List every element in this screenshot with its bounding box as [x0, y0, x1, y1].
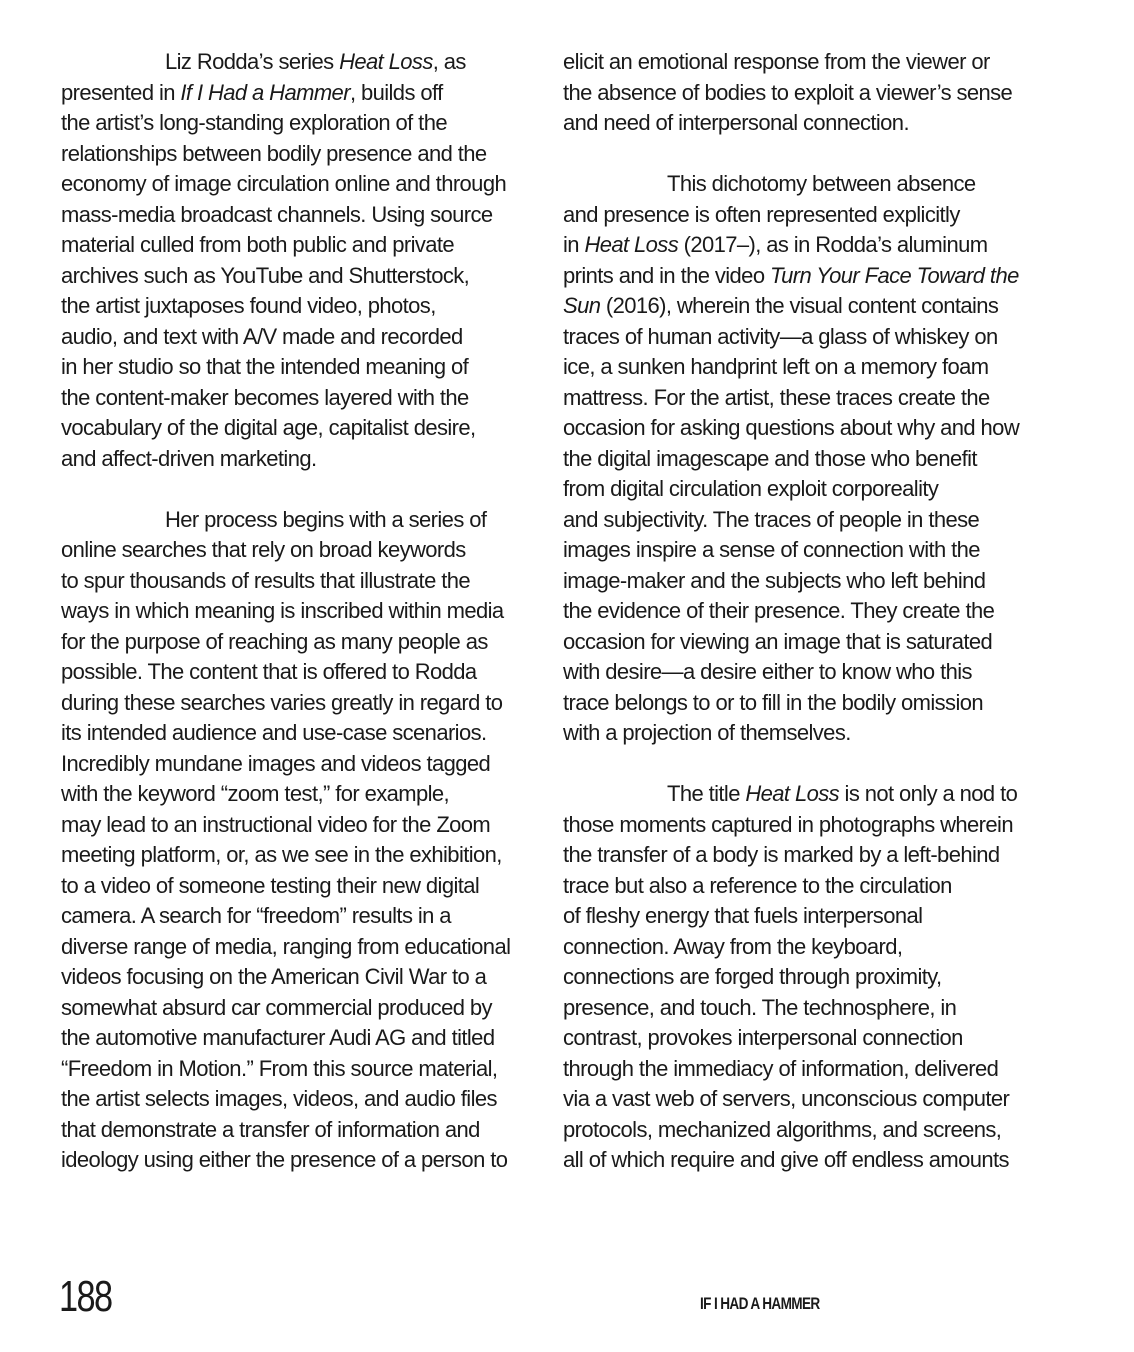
- text-run: mattress. For the artist, these traces create the: [563, 384, 990, 410]
- text-line: [61, 230, 510, 261]
- text-line: [563, 779, 1019, 810]
- text-run: mass-media broadcast channels. Using source: [61, 201, 493, 227]
- text-run: and subjectivity. The traces of people in these: [563, 506, 980, 532]
- text-line: [563, 901, 1019, 932]
- text-line: [61, 871, 510, 902]
- italic-title: If I Had a Hammer: [180, 79, 350, 105]
- text-line: [563, 627, 1019, 658]
- text-run: ideology using either the presence of a person to: [61, 1147, 508, 1172]
- text-run: the artist juxtaposes found video, photos,: [61, 293, 436, 318]
- text-line: [61, 78, 510, 109]
- text-run: connection. Away from the keyboard,: [563, 933, 903, 959]
- text-line: [563, 1145, 1019, 1176]
- text-run: audio, and text with A/V made and recorded: [61, 323, 463, 349]
- text-run: the digital imagescape and those who benefit: [563, 445, 977, 471]
- text-run: Liz Rodda’s series: [165, 49, 340, 74]
- text-line: [563, 78, 1019, 109]
- text-line: [563, 1023, 1019, 1054]
- text-line: [563, 383, 1019, 414]
- text-line: [563, 200, 1019, 231]
- text-line: [61, 1054, 510, 1085]
- text-run: all of which require and give off endless amounts: [563, 1147, 1009, 1172]
- text-run: ice, a sunken handprint left on a memory foam: [563, 354, 989, 379]
- text-line: [563, 1054, 1019, 1085]
- text-run: protocols, mechanized algorithms, and screens,: [563, 1116, 1002, 1142]
- text-run: with a projection of themselves.: [563, 720, 851, 745]
- text-run: its intended audience and use-case scenarios.: [61, 720, 487, 745]
- text-line: [563, 535, 1019, 566]
- text-line: [563, 810, 1019, 841]
- text-line: [61, 505, 510, 536]
- paragraph-break: [61, 474, 510, 505]
- text-line: [61, 535, 510, 566]
- paragraph-break: [563, 139, 1019, 170]
- text-line: [61, 596, 510, 627]
- text-line: [563, 322, 1019, 353]
- text-run: via a vast web of servers, unconscious computer: [563, 1086, 1010, 1111]
- text-run: the automotive manufacturer Audi AG and titled: [61, 1025, 495, 1050]
- text-line: [61, 1145, 510, 1176]
- text-line: [61, 291, 510, 322]
- text-line: [563, 596, 1019, 627]
- text-line: [563, 261, 1019, 292]
- text-run: and presence is often represented explicitly: [563, 201, 960, 227]
- text-run: possible. The content that is offered to Rodda: [61, 659, 477, 684]
- text-run: for the purpose of reaching as many people as: [61, 628, 488, 654]
- text-line: [563, 291, 1019, 322]
- text-run: the evidence of their presence. They create the: [563, 598, 995, 623]
- text-run: “Freedom in Motion.” From this source material,: [61, 1055, 498, 1081]
- text-line: [61, 1115, 510, 1146]
- text-line: [563, 993, 1019, 1024]
- text-line: [563, 474, 1019, 505]
- text-run: occasion for viewing an image that is saturated: [563, 628, 993, 654]
- text-line: [61, 718, 510, 749]
- text-line: [61, 139, 510, 170]
- text-line: [61, 200, 510, 231]
- text-run: prints and in the video: [563, 262, 770, 288]
- italic-title: Heat Loss: [584, 232, 679, 257]
- text-line: [563, 1084, 1019, 1115]
- text-line: [61, 322, 510, 353]
- text-line: [563, 108, 1019, 139]
- text-run: and affect-driven marketing.: [61, 445, 317, 471]
- text-run: contrast, provokes interpersonal connection: [563, 1025, 963, 1050]
- text-run: that demonstrate a transfer of information and: [61, 1116, 480, 1142]
- text-run: to spur thousands of results that illustrate the: [61, 567, 470, 593]
- text-line: [563, 169, 1019, 200]
- text-line: [61, 383, 510, 414]
- text-run: with desire—a desire either to know who this: [563, 659, 972, 684]
- left-column: [61, 47, 510, 1176]
- text-run: This dichotomy between absence: [667, 171, 976, 196]
- text-line: [61, 993, 510, 1024]
- text-line: [61, 657, 510, 688]
- text-line: [61, 566, 510, 597]
- text-run: economy of image circulation online and through: [61, 171, 507, 196]
- text-run: may lead to an instructional video for the Zoom: [61, 811, 491, 837]
- italic-title: Heat Loss: [339, 49, 433, 74]
- text-run: videos focusing on the American Civil War to a: [61, 964, 487, 989]
- text-line: [563, 352, 1019, 383]
- text-run: those moments captured in photographs wherein: [563, 811, 1013, 837]
- text-line: [563, 413, 1019, 444]
- text-line: [61, 749, 510, 780]
- text-line: [61, 627, 510, 658]
- text-run: (2017–), as in Rodda’s aluminum: [678, 232, 988, 257]
- text-run: elicit an emotional response from the viewer or: [563, 49, 990, 74]
- text-run: camera. A search for “freedom” results in a: [61, 903, 451, 928]
- italic-title: Turn Your Face Toward the: [769, 262, 1019, 288]
- text-run: connections are forged through proximity,: [563, 964, 942, 989]
- text-run: through the immediacy of information, delivered: [563, 1055, 999, 1081]
- text-line: [563, 230, 1019, 261]
- text-line: [61, 779, 510, 810]
- text-line: [61, 1023, 510, 1054]
- text-run: , as: [432, 49, 466, 74]
- text-run: and need of interpersonal connection.: [563, 110, 909, 135]
- text-run: in: [563, 232, 585, 257]
- text-line: [61, 1084, 510, 1115]
- text-line: [563, 932, 1019, 963]
- text-run: during these searches varies greatly in regard to: [61, 689, 503, 715]
- text-line: [61, 840, 510, 871]
- text-line: [563, 718, 1019, 749]
- text-line: [563, 688, 1019, 719]
- text-line: [61, 413, 510, 444]
- text-line: [61, 169, 510, 200]
- text-run: diverse range of media, ranging from educational: [61, 933, 511, 959]
- text-run: of fleshy energy that fuels interpersonal: [563, 903, 923, 928]
- text-line: [563, 566, 1019, 597]
- text-run: the artist selects images, videos, and audio files: [61, 1086, 497, 1111]
- paragraph-break: [563, 749, 1019, 780]
- text-line: [61, 932, 510, 963]
- text-run: somewhat absurd car commercial produced by: [61, 994, 492, 1020]
- text-run: online searches that rely on broad keywords: [61, 537, 466, 562]
- text-run: vocabulary of the digital age, capitalist desire,: [61, 415, 476, 440]
- text-line: [563, 1115, 1019, 1146]
- text-run: The title: [667, 781, 746, 806]
- text-run: trace but also a reference to the circulation: [563, 872, 952, 898]
- text-line: [563, 444, 1019, 475]
- text-run: the artist’s long-standing exploration of the: [61, 110, 447, 135]
- text-line: [563, 657, 1019, 688]
- text-line: [61, 108, 510, 139]
- text-line: [61, 962, 510, 993]
- text-line: [61, 261, 510, 292]
- text-run: ways in which meaning is inscribed within media: [61, 598, 504, 623]
- text-line: [563, 962, 1019, 993]
- text-run: Incredibly mundane images and videos tagged: [61, 750, 491, 776]
- text-run: in her studio so that the intended meaning of: [61, 354, 469, 379]
- text-run: image-maker and the subjects who left behind: [563, 567, 986, 593]
- text-run: material culled from both public and private: [61, 232, 455, 257]
- text-run: presented in: [61, 79, 181, 105]
- text-run: trace belongs to or to fill in the bodily omission: [563, 689, 984, 715]
- text-line: [61, 444, 510, 475]
- text-run: (2016), wherein the visual content contains: [600, 293, 999, 318]
- text-run: is not only a nod to: [839, 781, 1018, 806]
- text-run: archives such as YouTube and Shutterstock,: [61, 262, 470, 288]
- italic-title: Sun: [563, 293, 601, 318]
- text-run: images inspire a sense of connection with the: [563, 537, 980, 562]
- text-run: from digital circulation exploit corporeality: [563, 476, 939, 501]
- text-line: [61, 688, 510, 719]
- text-run: relationships between bodily presence and the: [61, 140, 487, 166]
- text-run: meeting platform, or, as we see in the exhibition,: [61, 842, 502, 867]
- text-run: the transfer of a body is marked by a left-behind: [563, 842, 1000, 867]
- text-line: [563, 47, 1019, 78]
- text-run: , builds off: [349, 79, 443, 105]
- text-line: [563, 871, 1019, 902]
- text-run: the content-maker becomes layered with the: [61, 384, 469, 410]
- text-run: presence, and touch. The technosphere, in: [563, 994, 957, 1020]
- text-line: [61, 352, 510, 383]
- text-run: with the keyword “zoom test,” for example,: [61, 781, 450, 806]
- text-line: [563, 505, 1019, 536]
- text-run: Her process begins with a series of: [165, 506, 487, 532]
- text-line: [61, 810, 510, 841]
- text-line: [61, 901, 510, 932]
- text-line: [563, 840, 1019, 871]
- text-line: [61, 47, 510, 78]
- page-number: 188: [59, 1272, 112, 1321]
- running-head: IF I HAD A HAMMER: [700, 1294, 820, 1313]
- text-run: occasion for asking questions about why and how: [563, 415, 1020, 440]
- text-run: the absence of bodies to exploit a viewer’s sense: [563, 79, 1013, 105]
- right-column: [563, 47, 1019, 1176]
- text-run: traces of human activity—a glass of whiskey on: [563, 323, 998, 349]
- text-run: to a video of someone testing their new digital: [61, 872, 480, 898]
- italic-title: Heat Loss: [745, 781, 840, 806]
